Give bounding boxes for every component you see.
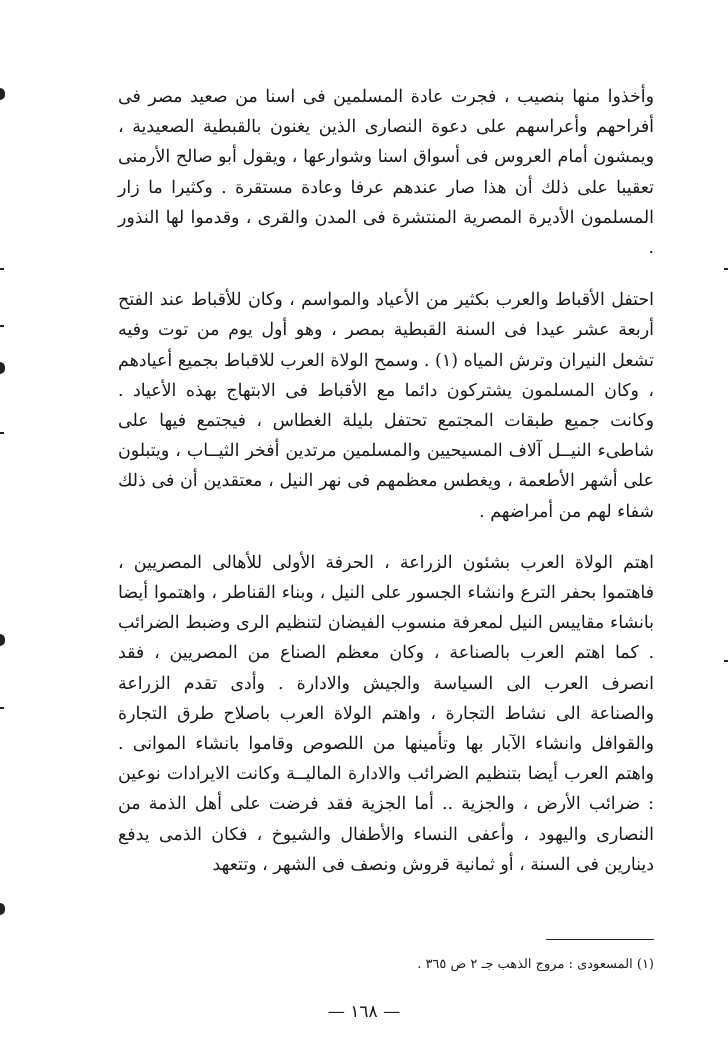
- left-margin-mark: [0, 325, 4, 327]
- page-number: — ١٦٨ —: [327, 1002, 401, 1022]
- body-text: [118, 82, 654, 880]
- footnote-divider: [546, 939, 654, 940]
- paragraph: احتفل الأقباط والعرب بكثير من الأعياد والمواسم ، وكان للأقباط عند الفتح أربعة عشر عيدا فى السنة القبطية بمصر ، وهو أول يوم من توت وفيه تشعل النيران وترش المياه (١) . وسمح الولاة العرب للاقباط بجميع أعيادهم ، وكان المسلمون يشتركون دائما مع الأقباط فى الابتهاج بهذه الأعياد . وكانت جميع طبقات المجتمع تحتفل بليلة الغطاس ، فيجتمع فيها على شاطىء النيــل آلاف المسيحيين والمسلمين مرتدين أفخر الثيــاب ، ويتبلون على أشهر الأطعمة ، ويغطس معظمهم فى نهر النيل ، معتقدين أن فى ذلك شفاء لهم من أمراضهم .: [118, 290, 654, 522]
- left-margin-mark: [0, 707, 4, 709]
- paragraph: اهتم الولاة العرب بشئون الزراعة ، الحرفة الأولى للأهالى المصريين ، فاهتموا بحفر الترع وانشاء الجسور على النيل ، وبناء القناطر ، واهتموا أيضا بانشاء مقاييس النيل لمعرفة منسوب الفيضان لتنظيم الرى وضبط الضرائب . كما اهتم العرب بالصناعة ، وكان معظم الصناع من المصريين ، فقد انصرف العرب الى السياسة والجيش والادارة . وأدى تقدم الزراعة والصناعة الى نشاط التجارة ، واهتم الولاة العرب باصلاح طرق التجارة والقوافل وانشاء الآبار بها وتأمينها من اللصوص وقاموا بانشاء الموانى . واهتم العرب أيضا بتنظيم الضرائب والادارة الماليــة وكانت الايرادات نوعين : ضرائب الأرض ، والجزية .. أما الجزية فقد فرضت على أهل الذمة من النصارى واليهود ، وأعفى النساء والأطفال والشيوخ ، فكان الذمى يدفع دينارين فى السنة ، أو ثمانية قروش ونصف فى الشهر ، وتتعهد: [118, 552, 654, 875]
- left-margin-mark: [0, 88, 5, 100]
- left-margin-mark: [0, 432, 4, 434]
- left-margin-mark: [0, 634, 5, 646]
- left-margin-mark: [0, 903, 5, 915]
- left-margin-mark: [0, 268, 4, 270]
- paragraph: وأخذوا منها بنصيب ، فجرت عادة المسلمين فى اسنا من صعيد مصر فى أفراحهم وأعراسهم على دعوة النصارى الذين يغنون بالقبطية الصعيدية ، ويمشون أمام العروس فى أسواق اسنا وشوارعها ، ويقول أبو صالح الأرمنى تعقيبا على ذلك أن هذا صار عندهم عرفا وعادة مستقرة . وكثيرا ما زار المسلمون الأديرة المصرية المنتشرة فى المدن والقرى ، وقدموا لها النذور .: [118, 87, 654, 259]
- footnote: (١) المسعودى : مروج الذهب جـ ٢ ص ٣٦٥ .: [417, 957, 654, 972]
- right-margin-mark: [724, 660, 728, 662]
- right-margin-mark: [724, 268, 728, 270]
- left-margin-mark: [0, 362, 5, 374]
